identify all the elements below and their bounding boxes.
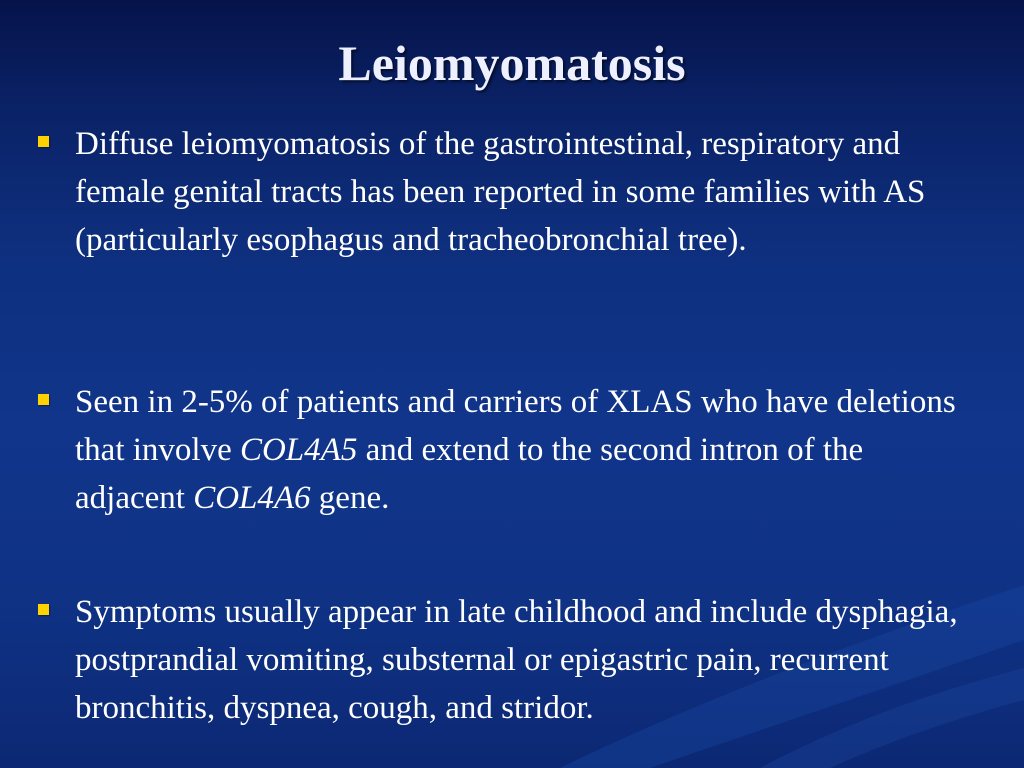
bullet-text-before: Seen in 2-5% of patients and carriers of XLAS who have deletions that involve bbox=[75, 384, 956, 468]
gene-name-col4a6: COL4A6 bbox=[193, 480, 311, 516]
bullet-text bbox=[75, 378, 978, 522]
bullet-text bbox=[75, 120, 978, 264]
bullet-text-after: gene. bbox=[310, 480, 390, 516]
square-bullet-icon bbox=[38, 136, 49, 147]
bullet-text bbox=[75, 588, 978, 732]
square-bullet-icon bbox=[38, 604, 49, 615]
slide-title: Leiomyomatosis bbox=[338, 35, 686, 91]
square-bullet-icon bbox=[38, 394, 49, 405]
gene-name-col4a5: COL4A5 bbox=[239, 432, 358, 468]
bullet-text-span: Symptoms usually appear in late childhood and include dysphagia, postprandial vomiting, substernal or epigastric pain, recurrent bronchitis, dyspnea, cough, and stridor. bbox=[75, 594, 958, 726]
bullet-text-middle: and extend to the second intron of the adjacent bbox=[75, 432, 864, 516]
bullet-text-span: Diffuse leiomyomatosis of the gastrointestinal, respiratory and female genital tracts has been reported in some families with AS (particularly esophagus and tracheobronchial tree). bbox=[75, 126, 926, 258]
